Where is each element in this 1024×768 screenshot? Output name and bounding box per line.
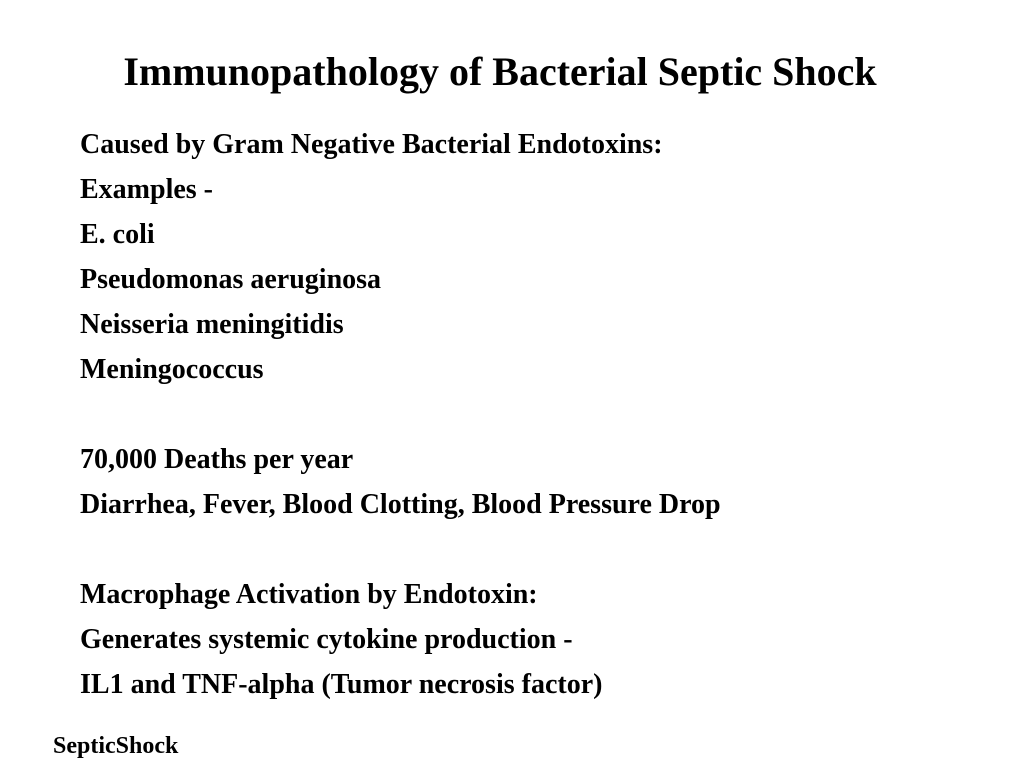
body-line-pseudomonas: Pseudomonas aeruginosa xyxy=(80,264,382,295)
body-line-deaths: 70,000 Deaths per year xyxy=(80,444,354,475)
body-line-causes: Caused by Gram Negative Bacterial Endotoxins: xyxy=(80,129,663,160)
body-line-macrophage: Macrophage Activation by Endotoxin: xyxy=(80,579,538,610)
body-line-blank xyxy=(80,392,1000,437)
body-line-meningococcus: Meningococcus xyxy=(80,354,264,385)
body-line-examples: Examples - xyxy=(80,174,213,205)
slide-title: Immunopathology of Bacterial Septic Shock xyxy=(123,49,877,94)
body-line-neisseria: Neisseria meningitidis xyxy=(80,309,344,340)
body-line-symptoms: Diarrhea, Fever, Blood Clotting, Blood Pressure Drop xyxy=(80,489,721,520)
slide-footer: SepticShock xyxy=(53,733,179,759)
body-line-ecoli: E. coli xyxy=(80,219,155,250)
slide-body xyxy=(80,122,1000,707)
body-line-blank xyxy=(80,527,1000,572)
body-line-cytokine: Generates systemic cytokine production - xyxy=(80,624,573,655)
body-line-il1-tnf: IL1 and TNF-alpha (Tumor necrosis factor) xyxy=(80,669,603,700)
